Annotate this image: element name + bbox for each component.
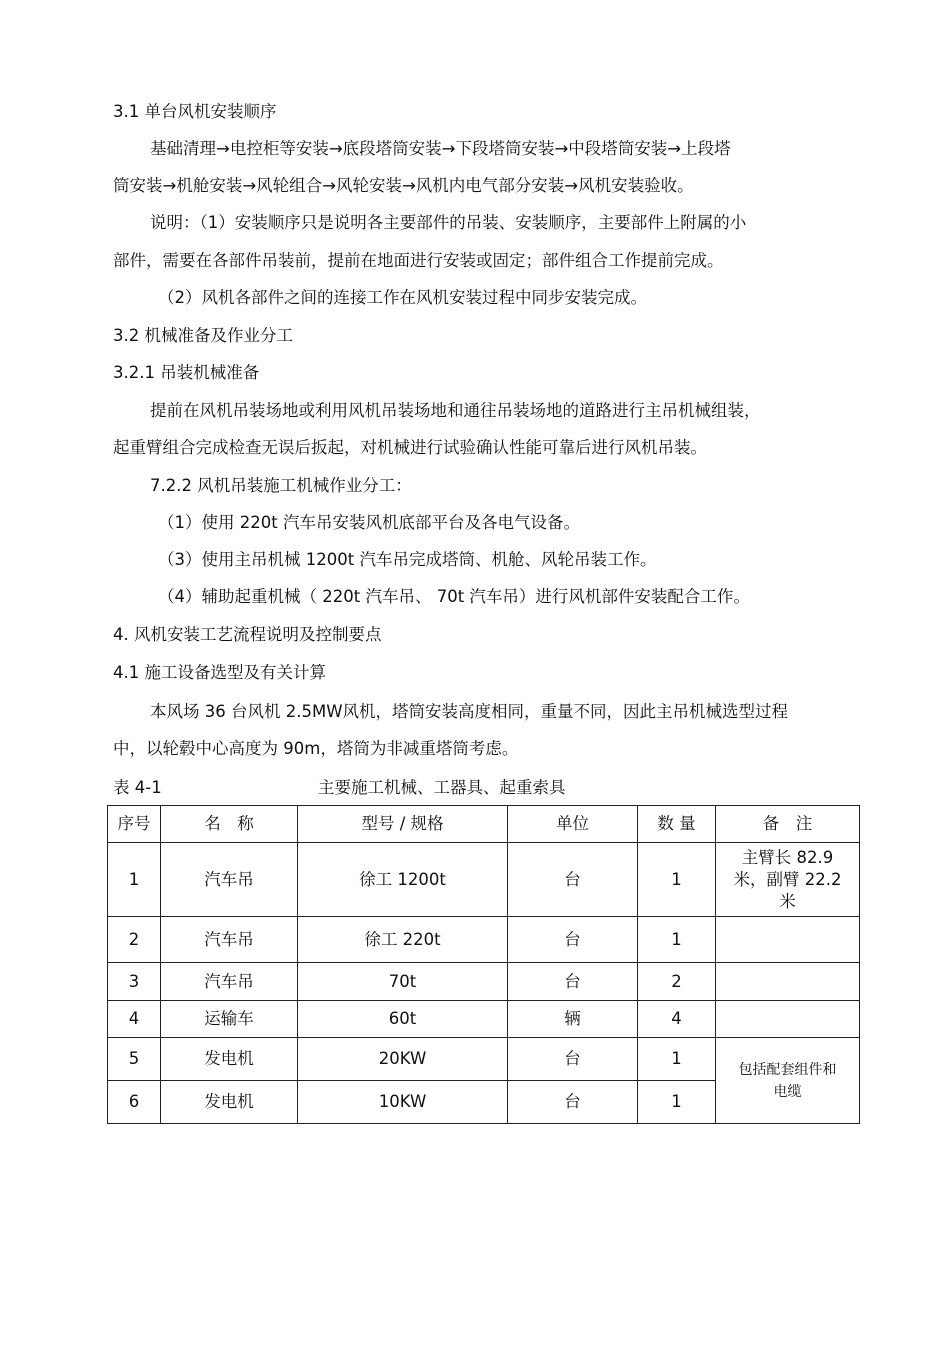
table-title: 主要施工机械、工器具、起重索具: [318, 778, 566, 797]
equipment-selection-line-1: 本风场 36 台风机 2.5MW风机，塔筒安装高度相同，重量不同，因此主吊机械选型过程: [150, 702, 789, 721]
cell-model: 70t: [298, 963, 508, 1001]
table-row: [108, 917, 860, 963]
cell-no: 2: [108, 917, 161, 963]
note-1-line-2: 部件，需要在各部件吊装前，提前在地面进行安装或固定；部件组合工作提前完成。: [113, 251, 724, 270]
section-4-heading: 4. 风机安装工艺流程说明及控制要点: [113, 625, 382, 644]
remark-line: 米，副臂 22.2: [733, 869, 842, 889]
install-flow-line-1: 基础清理→电控柜等安装→底段塔筒安装→下段塔筒安装→中段塔筒安装→上段塔: [150, 139, 731, 158]
cell-qty: 1: [638, 1081, 716, 1124]
note-1-line-1: 说明：（1）安装顺序只是说明各主要部件的吊装、安装顺序，主要部件上附属的小: [150, 213, 747, 232]
cell-remark: [716, 963, 860, 1001]
section-4-1-heading: 4.1 施工设备选型及有关计算: [113, 663, 326, 682]
crane-prep-line-1: 提前在风机吊装场地或利用风机吊装场地和通往吊装场地的道路进行主吊机械组装，: [150, 401, 761, 420]
install-flow-line-2: 筒安装→机舱安装→风轮组合→风轮安装→风机内电气部分安装→风机安装验收。: [113, 176, 694, 195]
division-item-4: （4）辅助起重机械（ 220t 汽车吊、 70t 汽车吊）进行风机部件安装配合工作。: [158, 587, 750, 606]
cell-qty: 1: [638, 843, 716, 917]
cell-name: 汽车吊: [161, 963, 298, 1001]
division-item-3: （3）使用主吊机械 1200t 汽车吊完成塔筒、机舱、风轮吊装工作。: [158, 550, 657, 569]
header-unit: 单位: [508, 806, 638, 843]
table-row: [108, 963, 860, 1001]
cell-unit: 台: [508, 1038, 638, 1081]
header-qty: 数 量: [638, 806, 716, 843]
cell-model: 徐工 220t: [298, 917, 508, 963]
cell-name: 汽车吊: [161, 917, 298, 963]
cell-name: 运输车: [161, 1001, 298, 1038]
remark-line: 主臂长 82.9: [741, 847, 834, 867]
division-item-1: （1）使用 220t 汽车吊安装风机底部平台及各电气设备。: [158, 513, 580, 532]
section-3-2-heading: 3.2 机械准备及作业分工: [113, 326, 293, 345]
cell-model: 20KW: [298, 1038, 508, 1081]
cell-name: 发电机: [161, 1081, 298, 1124]
note-2: （2）风机各部件之间的连接工作在风机安装过程中同步安装完成。: [158, 288, 647, 307]
cell-model: 60t: [298, 1001, 508, 1038]
section-7-2-2-heading: 7.2.2 风机吊装施工机械作业分工：: [150, 476, 412, 495]
equipment-table: [107, 805, 860, 1124]
cell-qty: 1: [638, 1038, 716, 1081]
cell-no: 4: [108, 1001, 161, 1038]
crane-prep-line-2: 起重臂组合完成检查无误后扳起，对机械进行试验确认性能可靠后进行风机吊装。: [113, 438, 707, 457]
cell-qty: 1: [638, 917, 716, 963]
cell-qty: 4: [638, 1001, 716, 1038]
cell-remark: [716, 917, 860, 963]
header-no: 序号: [108, 806, 161, 843]
cell-model: 10KW: [298, 1081, 508, 1124]
cell-no: 5: [108, 1038, 161, 1081]
cell-remark-merged: [716, 1038, 860, 1124]
remark-line: 电缆: [773, 1083, 802, 1100]
table-label: 表 4-1: [113, 778, 162, 797]
equipment-selection-line-2: 中，以轮毂中心高度为 90m，塔筒为非减重塔筒考虑。: [113, 739, 519, 758]
cell-name: 汽车吊: [161, 843, 298, 917]
cell-remark: [716, 843, 860, 917]
cell-no: 3: [108, 963, 161, 1001]
header-model: 型号 / 规格: [298, 806, 508, 843]
cell-name: 发电机: [161, 1038, 298, 1081]
remark-line: 包括配套组件和: [738, 1061, 837, 1078]
cell-qty: 2: [638, 963, 716, 1001]
cell-no: 6: [108, 1081, 161, 1124]
table-row: [108, 1001, 860, 1038]
cell-remark: [716, 1001, 860, 1038]
cell-no: 1: [108, 843, 161, 917]
header-remark: 备 注: [716, 806, 860, 843]
cell-unit: 辆: [508, 1001, 638, 1038]
remark-line: 米: [779, 891, 796, 911]
header-name: 名 称: [161, 806, 298, 843]
section-3-2-1-heading: 3.2.1 吊装机械准备: [113, 363, 260, 382]
cell-model: 徐工 1200t: [298, 843, 508, 917]
section-3-1-heading: 3.1 单台风机安装顺序: [113, 102, 277, 121]
cell-unit: 台: [508, 1081, 638, 1124]
cell-unit: 台: [508, 963, 638, 1001]
table-header-row: [108, 806, 860, 843]
table-row: [108, 1038, 860, 1081]
table-row: [108, 843, 860, 917]
cell-unit: 台: [508, 917, 638, 963]
cell-unit: 台: [508, 843, 638, 917]
